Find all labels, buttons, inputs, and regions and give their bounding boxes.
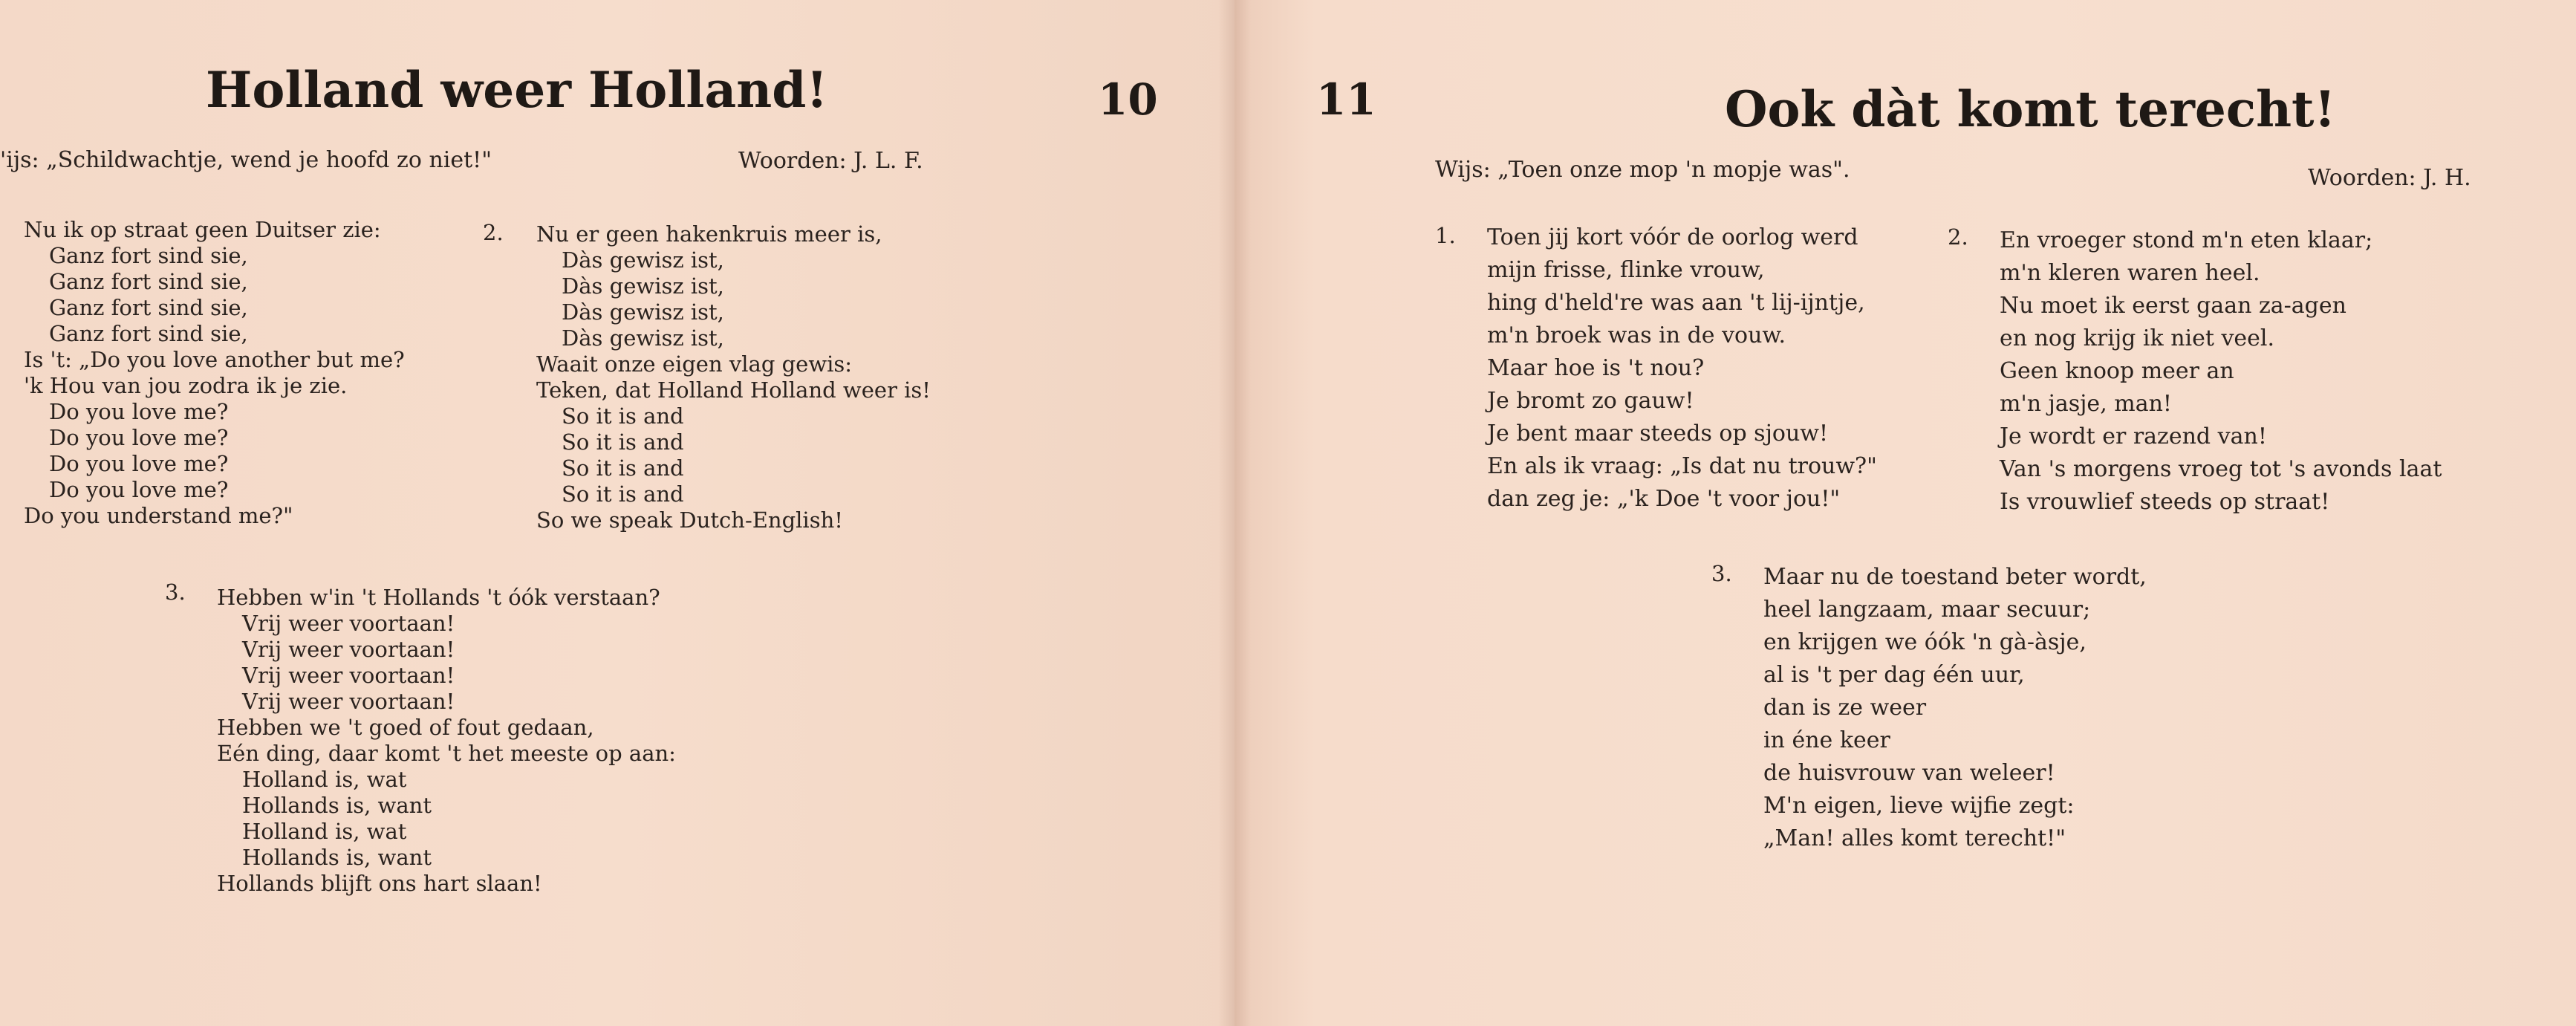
verse-line: Vrij weer voortaan! [242, 689, 455, 714]
verse-line: Je bromt zo gauw! [1487, 388, 1694, 414]
verse-line: de huisvrouw van weleer! [1763, 760, 2055, 786]
verse-line: en krijgen we óók 'n gà-àsje, [1763, 629, 2087, 655]
verse-2-left [536, 221, 931, 533]
verse-line: Van 's morgens vroeg tot 's avonds laat [2000, 456, 2442, 482]
verse-line: Waait onze eigen vlag gewis: [536, 351, 853, 377]
verse-line: mijn frisse, flinke vrouw, [1487, 257, 1765, 283]
verse-line: Is 't: „Do you love another but me? [24, 347, 405, 372]
verse-line: al is 't per dag één uur, [1763, 662, 2025, 688]
words-credit-left: Woorden: J. L. F. [738, 148, 923, 174]
verse-1-left [24, 217, 405, 529]
verse-line: Do you love me? [49, 477, 229, 502]
verse-line: Teken, dat Holland Holland weer is! [536, 377, 931, 403]
verse-line: in éne keer [1763, 727, 1890, 753]
page-number-right: 11 [1316, 74, 1376, 125]
verse-line: Holland is, wat [242, 819, 407, 844]
verse-line: Nu moet ik eerst gaan za-agen [2000, 293, 2346, 319]
verse-line: Holland is, wat [242, 767, 407, 792]
verse-line: So it is and [562, 455, 684, 481]
page-number-left: 10 [1098, 74, 1158, 125]
verse-line: Dàs gewisz ist, [562, 273, 724, 299]
right-page [1235, 0, 2576, 1026]
verse-line: Ganz fort sind sie, [49, 295, 248, 320]
book-spine [1218, 0, 1251, 1026]
verse-line: Do you love me? [49, 425, 229, 450]
verse-3-left [217, 585, 676, 897]
verse-line: Eén ding, daar komt 't het meeste op aan: [217, 741, 676, 766]
verse-line: So we speak Dutch-English! [536, 507, 843, 533]
verse-line: En vroeger stond m'n eten klaar; [2000, 227, 2373, 253]
verse-line: Je bent maar steeds op sjouw! [1487, 421, 1828, 447]
words-credit-right: Woorden: J. H. [2308, 165, 2471, 191]
verse-number: 2. [1948, 224, 1968, 250]
verse-line: So it is and [562, 429, 684, 455]
verse-number: 3. [165, 579, 186, 605]
verse-line: Nu ik op straat geen Duitser zie: [24, 217, 381, 242]
verse-line: M'n eigen, lieve wijfie zegt: [1763, 793, 2075, 819]
verse-line: dan is ze weer [1763, 695, 1927, 721]
verse-line: Hollands is, want [242, 845, 432, 870]
verse-line: dan zeg je: „'k Doe 't voor jou!" [1487, 486, 1841, 512]
verse-line: m'n kleren waren heel. [2000, 260, 2260, 286]
verse-line: So it is and [562, 481, 684, 507]
left-page [0, 0, 1235, 1026]
verse-line: Hebben we 't goed of fout gedaan, [217, 715, 594, 740]
verse-line: Hebben w'in 't Hollands 't óók verstaan? [217, 585, 660, 610]
verse-line: „Man! alles komt terecht!" [1763, 825, 2066, 851]
verse-3-right [1763, 561, 2147, 855]
verse-number: 3. [1711, 561, 1732, 586]
verse-number: 1. [1435, 223, 1456, 248]
verse-line: Dàs gewisz ist, [562, 325, 724, 351]
verse-line: Hollands blijft ons hart slaan! [217, 871, 542, 896]
verse-line: heel langzaam, maar secuur; [1763, 597, 2091, 623]
verse-line: hing d'held're was aan 't lij-ijntje, [1487, 290, 1865, 316]
verse-line: Vrij weer voortaan! [242, 637, 455, 662]
verse-line: Ganz fort sind sie, [49, 321, 248, 346]
verse-line: Nu er geen hakenkruis meer is, [536, 221, 882, 247]
verse-number: 2. [483, 220, 504, 245]
verse-line: Maar hoe is 't nou? [1487, 355, 1705, 381]
verse-line: Vrij weer voortaan! [242, 611, 455, 636]
verse-line: So it is and [562, 403, 684, 429]
song-title-left: Holland weer Holland! [206, 61, 828, 119]
verse-line: Do you love me? [49, 451, 229, 476]
verse-line: m'n jasje, man! [2000, 391, 2172, 417]
verse-line: en nog krijg ik niet veel. [2000, 325, 2275, 351]
verse-line: Ganz fort sind sie, [49, 269, 248, 294]
verse-line: Vrij weer voortaan! [242, 663, 455, 688]
verse-line: Toen jij kort vóór de oorlog werd [1487, 224, 1858, 250]
tune-credit-right: Wijs: „Toen onze mop 'n mopje was". [1435, 157, 1850, 183]
verse-1-right [1487, 221, 1877, 516]
tune-credit-left: 'ijs: „Schildwachtje, wend je hoofd zo niet!" [0, 147, 492, 173]
verse-line: Geen knoop meer an [2000, 358, 2234, 384]
verse-line: Hollands is, want [242, 793, 432, 818]
song-title-right: Ook dàt komt terecht! [1725, 80, 2336, 138]
verse-line: Dàs gewisz ist, [562, 299, 724, 325]
verse-line: Je wordt er razend van! [2000, 423, 2267, 449]
verse-line: m'n broek was in de vouw. [1487, 322, 1786, 348]
verse-line: Maar nu de toestand beter wordt, [1763, 564, 2147, 590]
verse-2-right [2000, 224, 2442, 519]
verse-line: Dàs gewisz ist, [562, 247, 724, 273]
verse-line: En als ik vraag: „Is dat nu trouw?" [1487, 453, 1877, 479]
verse-line: 'k Hou van jou zodra ik je zie. [24, 373, 348, 398]
verse-line: Is vrouwlief steeds op straat! [2000, 489, 2330, 515]
verse-line: Do you understand me?" [24, 503, 293, 528]
verse-line: Do you love me? [49, 399, 229, 424]
verse-line: Ganz fort sind sie, [49, 243, 248, 268]
